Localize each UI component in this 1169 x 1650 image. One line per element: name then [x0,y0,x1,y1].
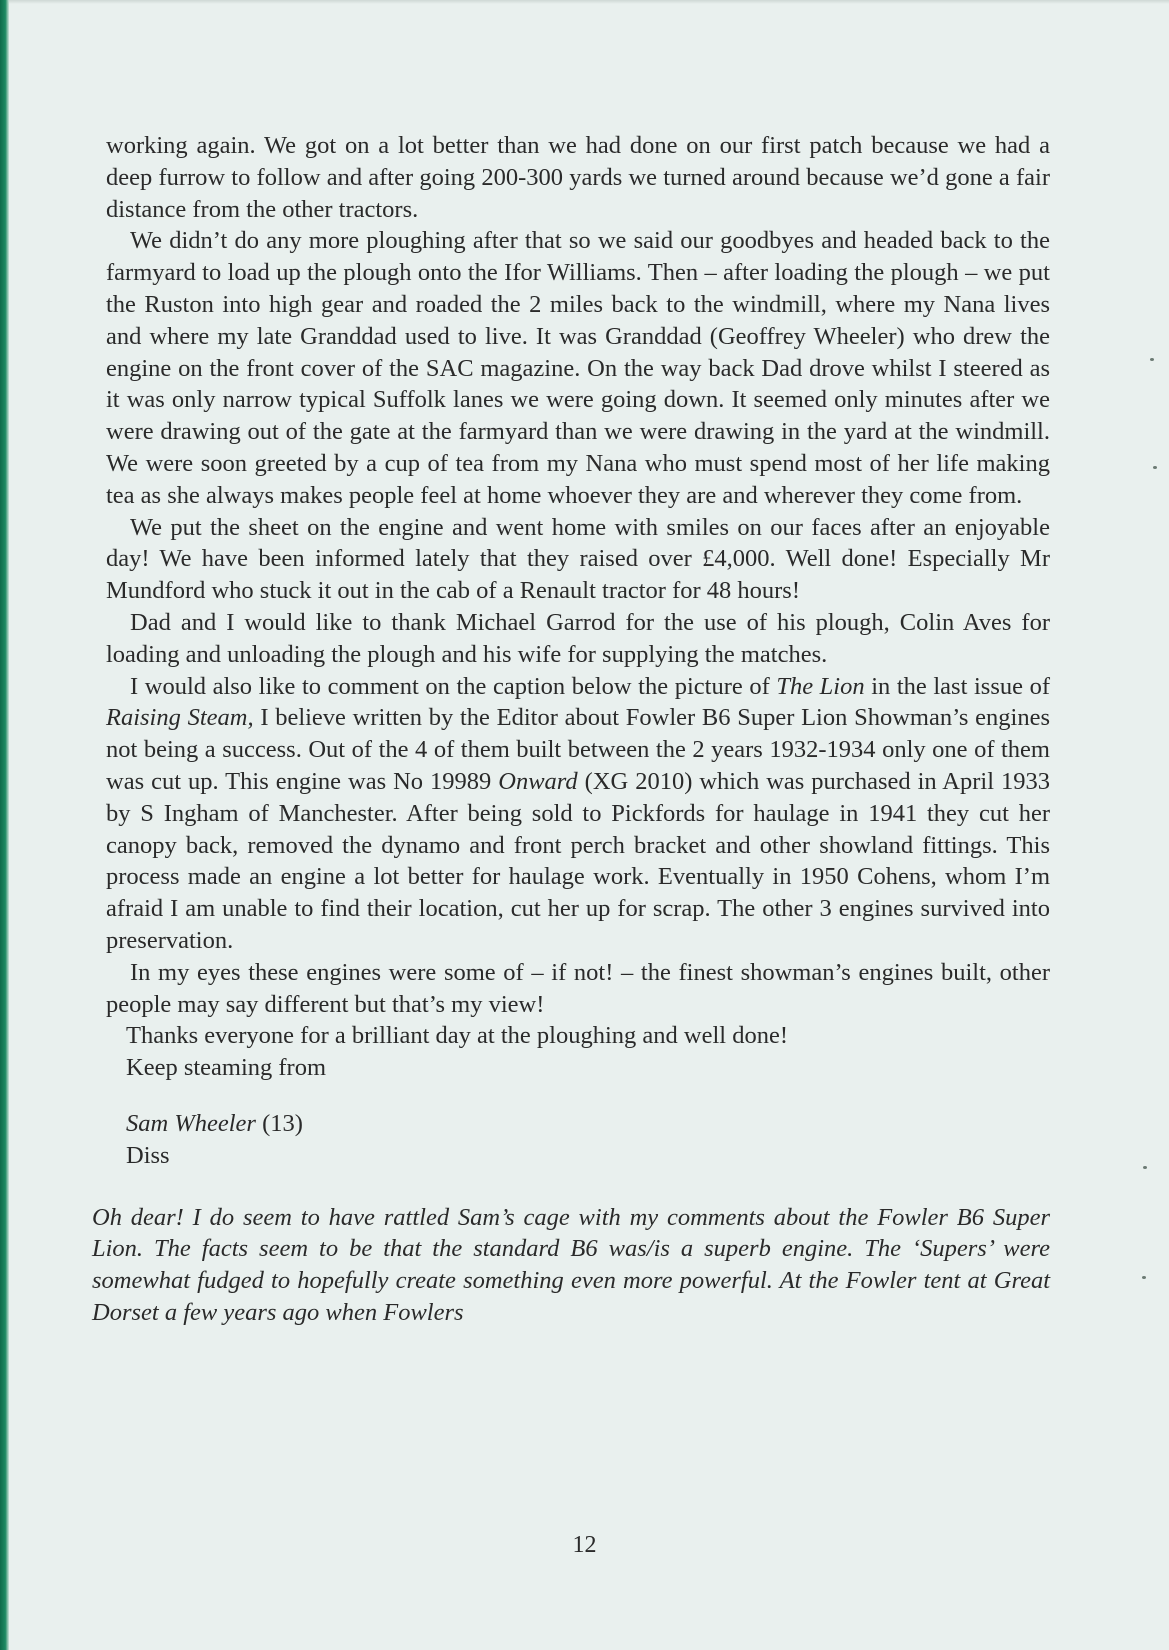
article-body [92,130,1050,1353]
signature-block [126,1108,1050,1172]
author-name: Sam Wheeler [126,1109,256,1137]
paragraph-sheet-on-engine: We put the sheet on the engine and went home with smiles on our faces after an enjoyable day! We have been informed lately that they raised over £4,000. Well done! Especially Mr Mundford who stuck it out in the cab of a Renault tractor for 48 hours! [106,513,1050,605]
page-top-edge [9,0,1169,4]
title-raising-steam: Raising Steam, [106,704,254,732]
title-the-lion: The Lion [776,672,865,700]
paragraph-finest-engines: In my eyes these engines were some of – if not! – the finest showman’s engines built, other people may say different but that’s my view! [106,958,1050,1018]
editor-response: Oh dear! I do seem to have rattled Sam’s cage with my comments about the Fowler B6 Super Lion. The facts seem to be that the standard B6 was/is a superb engine. The ‘Supers’ were somewhat fudged to hopefully create something even more powerful. At the Fowler tent at Great Dorset a few years ago when Fowlers [92,1203,1050,1326]
paragraph-working-again: working again. We got on a lot better than we had done on our first patch because we had a deep furrow to follow and after going 200-300 yards we turned around because we’d gone a fair distance from the other tractors. [106,132,1050,223]
paragraph-caption-comment: I would also like to comment on the caption below the picture of The Lion in the last issue of Raising Steam, I believe written by the Editor about Fowler B6 Super Lion Showman’s engines not being a success. Out of the 4 of them built between the 2 years 1932-1934 only one of them was cut up. This engine was No 19989 Onward (XG 2010) which was purchased in April 1933 by S Ingham of Manchester. After being sold to Pickfords for haulage in 1941 they cut her canopy back, removed the dynamo and front perch bracket and other showland fittings. This process made an engine a lot better for haulage work. Eventually in 1950 Cohens, whom I’m afraid I am unable to find their location, cut her up for scrap. The other 3 engines survived into preservation. [106,672,1050,954]
author-age: (13) [255,1109,303,1137]
signature-name-line [126,1108,1050,1140]
keep-steaming-line: Keep steaming from [126,1054,327,1082]
paragraph-ploughing-done: We didn’t do any more ploughing after that so we said our goodbyes and headed back to the farmyard to load up the plough onto the Ifor Williams. Then – after loading the plough – we put the Ruston into high gear and roaded the 2 miles back to the windmill, where my Nana lives and where my late Granddad used to live. It was Granddad (Geoffrey Wheeler) who drew the engine on the front cover of the SAC magazine. On the way back Dad drove whilst I steered as it was only narrow typical Suffolk lanes we were going down. It seemed only minutes after we were drawing out of the gate at the farmyard than we were drawing in the yard at the windmill. We were soon greeted by a cup of tea from my Nana who must spend most of her life making tea as she always makes people feel at home whoever they are and wherever they come from. [106,227,1050,509]
scan-speck [1143,1166,1147,1169]
engine-name-onward: Onward [498,767,578,795]
scan-speck [1150,358,1154,361]
page-number: 12 [572,1532,597,1558]
paragraph-thanks-garrod: Dad and I would like to thank Michael Garrod for the use of his plough, Colin Aves for loading and unloading the plough and his wife for supplying the matches. [106,608,1050,668]
author-town: Diss [126,1141,170,1169]
cover-spine-edge [0,0,9,1650]
scan-speck [1142,1276,1146,1279]
thanks-line: Thanks everyone for a brilliant day at the ploughing and well done! [126,1022,788,1050]
scan-speck [1153,466,1157,469]
